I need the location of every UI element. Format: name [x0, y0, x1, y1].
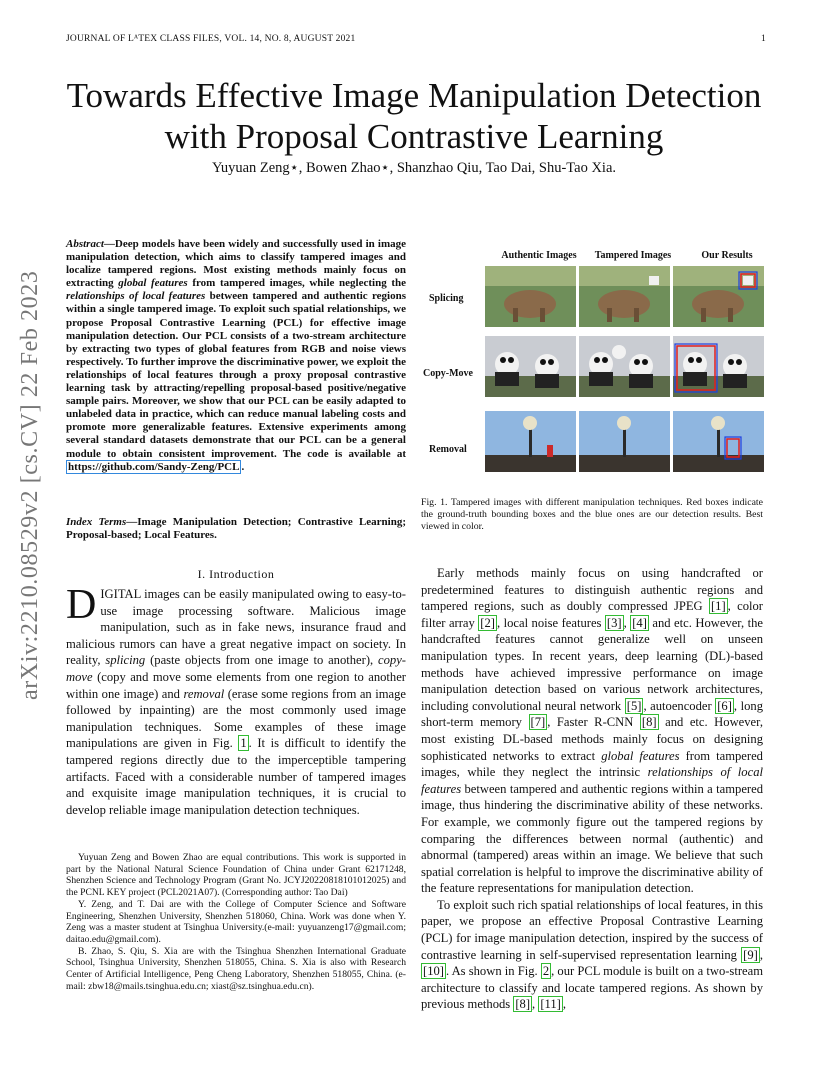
body-text: , autoencoder	[643, 698, 716, 713]
intro-paragraph	[66, 582, 406, 818]
citation-link[interactable]: [2]	[480, 615, 495, 630]
body-text: ,	[623, 615, 631, 630]
image-removal-authentic	[485, 411, 576, 472]
image-removal-tampered	[579, 411, 670, 472]
body-text: ,	[562, 997, 567, 1012]
index-terms-label: Index Terms	[66, 516, 127, 528]
col-header-tampered: Tampered Images	[594, 250, 672, 261]
image-copymove-result	[673, 336, 764, 397]
abstract-text: between tampered and authentic regions within a single tampered image. To exploit such spatial relationships, we propose Proposal Contrastive Learning (PCL) for effective image manipulation detection. Our PCL consists of a two-stream architecture by extracting two types of global features from RGB and noise views respectively. To further improve the discriminative power, we exploit the relationships of local features through a proxy proposal contrastive learning task by attracting/repelling proposal-based positive/negative sample pairs. Moreover, we show that our PCL can be easily adapted to unlabeled data in practice, which can reduce manual labeling costs and promote more generalizable features. Extensive experiments among several standard datasets demonstrate that our PCL can be a general module to obtain consistent improvement. The code is available at	[66, 290, 406, 460]
body-text: ,	[759, 947, 763, 962]
citation-link[interactable]: [10]	[423, 964, 444, 979]
body-emphasis: global features	[601, 748, 680, 763]
body-text: between tampered and authentic regions within a tampered image, thus hindering the discriminative ability of these networks. For example, we commonly figure out the tampered regions by comparing the differences between normal (authentic) and abnormal (tampered) areas within an image. We believe that such spatial correlation is helpful to improve the discriminative ability of the feature representations for manipulation detection.	[421, 781, 763, 896]
footnotes	[66, 852, 406, 992]
intro-text: (erase some regions from an image followed by inpainting) are the most commonly used image manipulation techniques. Some examples of these image manipulations are given in Fig.	[66, 686, 406, 751]
abstract-emphasis: relationships of local features	[66, 290, 206, 303]
section-heading: I. Introduction	[197, 567, 275, 581]
footnote-1: Yuyuan Zeng and Bowen Zhao are equal contributions. This work is supported in part by the National Natural Science Foundation of China under Grant 62171248, Shenzhen Science and Technology Program (Grant No. JCYJ20220818101012025) and the PCNL KEY project (PCL2021A07). (Corresponding author: Tao Dai)	[66, 852, 406, 899]
figure-1	[421, 246, 763, 486]
abstract-label: Abstract	[66, 238, 104, 250]
figure-caption: Fig. 1. Tampered images with different manipulation techniques. Red boxes indicate the ground-truth bounding boxes and the blue ones are our detection results. Best viewed in color.	[421, 497, 763, 533]
body-text: , local noise features	[496, 615, 605, 630]
body-text: and etc. However, most existing DL-based methods mainly focus on designing sophisticated networks to extract	[421, 715, 763, 763]
author-list: Yuyuan Zeng⋆, Bowen Zhao⋆, Shanzhao Qiu, Tao Dai, Shu-Tao Xia.	[211, 160, 617, 176]
index-terms-text: —Image Manipulation Detection; Contrastive Learning; Proposal-based; Local Features.	[66, 516, 406, 542]
abstract-emphasis: global features	[118, 277, 188, 290]
paragraph	[421, 565, 763, 897]
page-number: 1	[761, 34, 766, 44]
row-label-removal: Removal	[429, 444, 467, 455]
col-header-authentic: Authentic Images	[501, 250, 577, 261]
image-splicing-tampered	[579, 266, 670, 327]
col-header-results: Our Results	[701, 250, 753, 261]
intro-emphasis: removal	[183, 686, 225, 701]
body-text: To exploit such rich spatial relationships of local features, in this paper, we propose an effective Proposal Contrastive Learning (PCL) for image manipulation detection, inspired by the success of contrastive learning in self-supervised representation learning	[421, 897, 763, 962]
drop-cap: D	[66, 582, 97, 628]
body-text: , color filter array	[421, 599, 763, 630]
image-splicing-authentic	[485, 266, 576, 327]
intro-emphasis: splicing	[105, 653, 146, 668]
paragraph	[421, 897, 763, 1013]
citation-link[interactable]: [9]	[743, 947, 758, 962]
image-removal-result	[673, 411, 764, 472]
image-copymove-authentic	[485, 336, 576, 397]
footnote-2: Y. Zeng, and T. Dai are with the College of Computer Science and Software Engineering, Shenzhen University, Shenzhen 518060, China. Work was done when Y. Zeng was a master student at Tsinghua University.(e-mail: yuyuanzeng17@gmail.com; daitao.edu@gmail.com).	[66, 898, 406, 945]
right-column-text	[421, 565, 763, 1013]
abstract	[66, 238, 406, 474]
title-line-2: with Proposal Contrastive Learning	[164, 117, 664, 156]
intro-emphasis: copy-move	[66, 653, 406, 684]
abstract-text: from tampered images, while neglecting the	[187, 277, 406, 290]
citation-link[interactable]: [11]	[540, 997, 561, 1012]
citation-link[interactable]: [3]	[606, 615, 622, 630]
title-line-1: Towards Effective Image Manipulation Detection	[66, 76, 762, 115]
body-emphasis: relationships of local features	[421, 765, 763, 796]
intro-text: (copy and move some elements from one region to another within one image) and	[66, 669, 406, 701]
citation-link[interactable]: [5]	[626, 698, 642, 713]
row-label-copy-move: Copy-Move	[423, 368, 473, 379]
body-text: ,	[532, 997, 539, 1012]
body-text: , Faster R-CNN	[547, 715, 640, 730]
citation-link[interactable]: [6]	[717, 698, 732, 713]
abstract-text: —Deep models have been widely and successfully used in image manipulation detection, which aims to classify tampered images and localize tampered regions. Most existing methods mainly focus on extracting	[66, 238, 406, 290]
citation-link[interactable]: [7]	[530, 715, 546, 730]
citation-link[interactable]: [4]	[632, 615, 647, 630]
arxiv-stamp: arXiv:2210.08529v2 [cs.CV] 22 Feb 2023	[17, 270, 43, 700]
intro-text: IGITAL images can be easily manipulated owing to easy-to-use image processing software. Malicious image manipulation, such as in fake news, insurance fraud and malicious rumors can have a great negative impact on society. In reality,	[66, 587, 406, 668]
image-splicing-result	[673, 266, 764, 327]
intro-text: (paste objects from one image to another),	[145, 653, 379, 668]
body-text: and etc. However, the handcrafted features cannot generalize well on unseen manipulation types. In recent years, deep learning (DL)-based methods have achieved impressive performance on image manipulation detection based on various network architectures, including convolutional neural network	[421, 615, 764, 713]
row-label-splicing: Splicing	[429, 293, 464, 304]
abstract-text: .	[241, 460, 245, 473]
footnote-3: B. Zhao, S. Qiu, S. Xia are with the Tsinghua Shenzhen International Graduate School, Tsinghua University, Shenzhen 518055, China. S. Xia is also with Research Center of Artificial Intelligence, Peng Cheng Laboratory, Shenzhen 518055, China. (e-mail: zbw18@mails.tsinghua.edu.cn; xiast@sz.tsinghua.edu.cn).	[66, 945, 406, 992]
body-text: . As shown in Fig.	[445, 964, 541, 979]
body-text: Early methods mainly focus on using handcrafted or predetermined features to distinguish authentic regions and tampered regions, such as doubly compressed JPEG	[421, 566, 763, 614]
intro-text: . It is difficult to identify the tampered regions directly due to the imperceptible tampering artifacts. Faced with a considerable number of tampered images and exquisite image manipulation techniques, it is crucial to develop reliable image manipulation detection techniques.	[66, 736, 406, 817]
body-text: , our PCL module is built on a two-stream architecture to classify and locate tampered regions. As shown by previous methods	[421, 964, 763, 1012]
figure-ref-link[interactable]: 1	[240, 736, 247, 751]
body-text: , long short-term memory	[421, 698, 764, 730]
journal-header: JOURNAL OF LᴬTEX CLASS FILES, VOL. 14, NO. 8, AUGUST 2021	[66, 34, 356, 44]
citation-link[interactable]: [8]	[515, 997, 531, 1012]
body-text: from tampered images, while they neglect the intrinsic	[421, 748, 763, 780]
index-terms	[66, 516, 406, 542]
citation-link[interactable]: [8]	[641, 715, 657, 730]
image-copymove-tampered	[579, 336, 670, 397]
figure-ref-link[interactable]: 2	[542, 964, 550, 979]
code-link[interactable]: https://github.com/Sandy-Zeng/PCL	[68, 460, 240, 473]
running-header	[66, 34, 766, 44]
citation-link[interactable]: [1]	[710, 599, 726, 614]
paper-title	[0, 75, 828, 157]
